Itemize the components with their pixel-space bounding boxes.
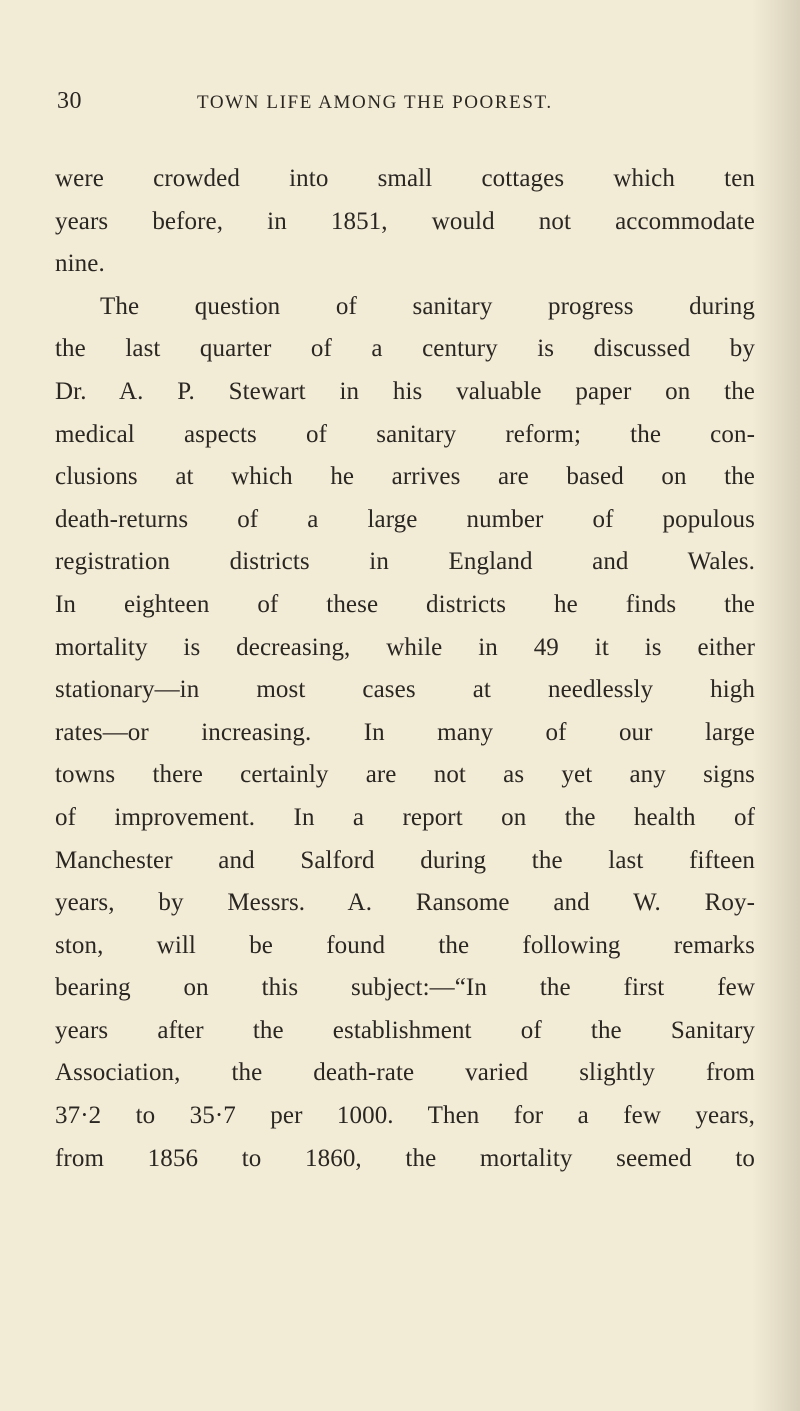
text-line: stationary—in most cases at needlessly high	[55, 676, 755, 704]
text-line: years, by Messrs. A. Ransome and W. Roy-	[55, 889, 755, 917]
text-line: from 1856 to 1860, the mortality seemed to	[55, 1144, 755, 1172]
text-line: were crowded into small cottages which ten	[55, 165, 755, 192]
text-line: death-returns of a large number of populous	[55, 505, 755, 533]
text-line: towns there certainly are not as yet any signs	[55, 761, 755, 789]
text-line: Association, the death-rate varied slightly from	[55, 1059, 755, 1087]
body-text	[55, 158, 755, 1180]
text-line: Manchester and Salford during the last fifteen	[55, 846, 755, 874]
page-header	[57, 88, 697, 124]
running-head: TOWN LIFE AMONG THE POOREST.	[197, 92, 553, 113]
text-line: medical aspects of sanitary reform; the con-	[55, 420, 755, 448]
text-line: ston, will be found the following remarks	[55, 931, 755, 959]
text-line: years after the establishment of the Sanitary	[55, 1016, 755, 1044]
text-line: bearing on this subject:—“In the first few	[55, 974, 755, 1002]
text-line: nine.	[55, 250, 105, 278]
page-number: 30	[57, 88, 82, 114]
text-line: registration districts in England and Wales.	[55, 548, 755, 576]
text-line: the last quarter of a century is discussed by	[55, 335, 755, 363]
text-line: years before, in 1851, would not accommodate	[55, 207, 755, 235]
text-line: of improvement. In a report on the health of	[55, 803, 755, 831]
text-line: In eighteen of these districts he finds the	[55, 590, 755, 618]
text-line: rates—or increasing. In many of our large	[55, 718, 755, 746]
text-line: The question of sanitary progress during	[100, 292, 755, 320]
text-line: 37·2 to 35·7 per 1000. Then for a few years,	[55, 1102, 755, 1130]
text-line: clusions at which he arrives are based on the	[55, 463, 755, 491]
text-line: mortality is decreasing, while in 49 it is either	[55, 633, 755, 661]
text-line: Dr. A. P. Stewart in his valuable paper on the	[55, 377, 755, 405]
